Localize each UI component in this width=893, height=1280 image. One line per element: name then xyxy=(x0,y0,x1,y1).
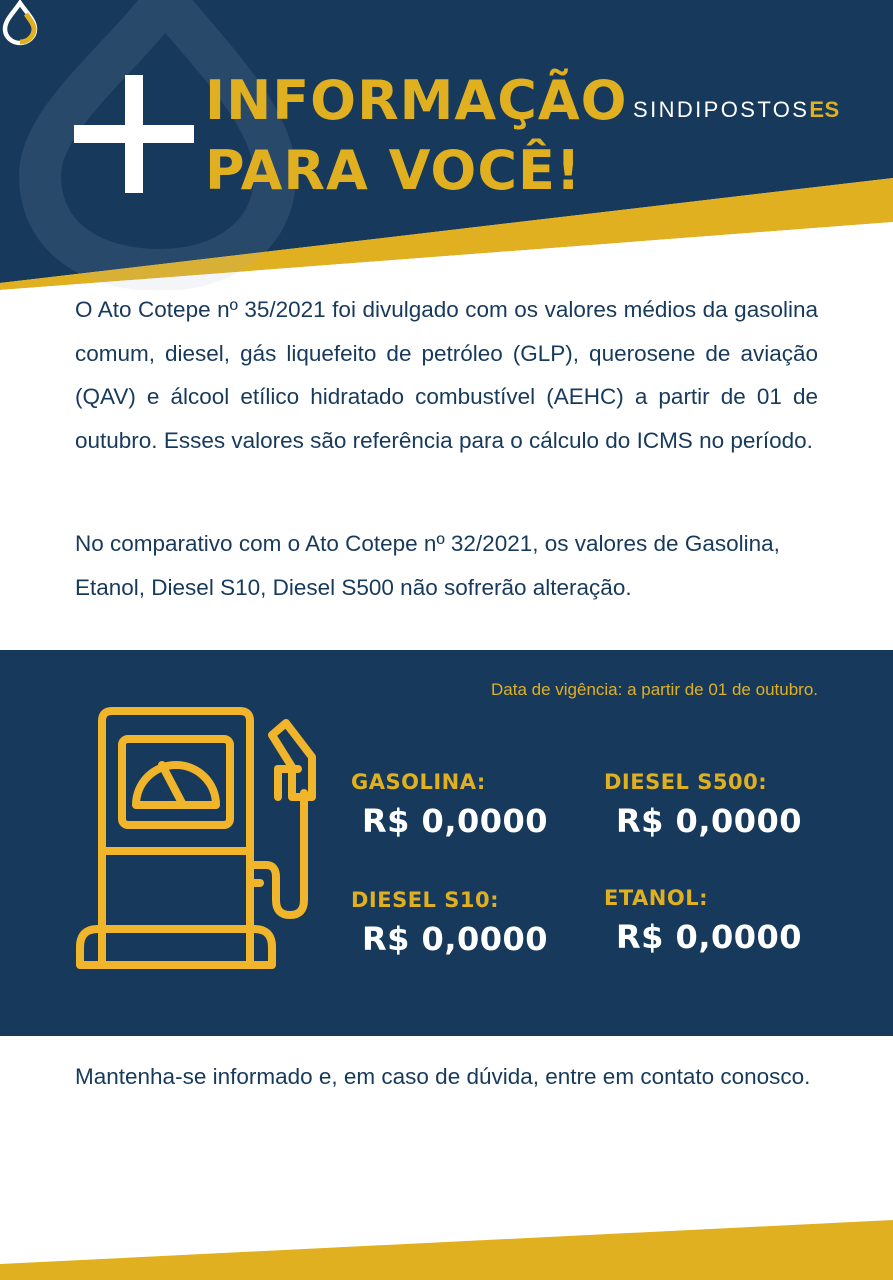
footer-contact-text: Mantenha-se informado e, em caso de dúvida, entre em contato conosco. xyxy=(75,1064,811,1089)
headline-line-1: INFORMAÇÃO xyxy=(205,69,628,132)
logo-text xyxy=(633,97,840,123)
diesel-s500-label: DIESEL S500: xyxy=(604,770,768,794)
droplet-logo-icon xyxy=(0,0,40,46)
logo-main: SINDIPOSTOS xyxy=(633,97,810,122)
paragraph-ato-cotepe-35: O Ato Cotepe nº 35/2021 foi divulgado com os valores médios da gasolina comum, diesel, gás liquefeito de petróleo (GLP), querosene de aviação (QAV) e álcool etílico hidratado combustível (AEHC) a partir de 01 de outubro. Esses valores são referência para o cálculo do ICMS no período. xyxy=(75,297,818,453)
etanol-label: ETANOL: xyxy=(604,886,708,910)
plus-icon-vertical xyxy=(125,75,143,193)
logo-suffix: ES xyxy=(809,97,840,122)
diesel-s10-price: R$ 0,0000 xyxy=(362,920,549,958)
gasolina-price: R$ 0,0000 xyxy=(362,802,549,840)
diesel-s500-price: R$ 0,0000 xyxy=(616,802,803,840)
bottom-gold-band xyxy=(0,1200,893,1280)
header-banner xyxy=(0,0,893,290)
paragraph-comparativo: No comparativo com o Ato Cotepe nº 32/2021, os valores de Gasolina, Etanol, Diesel S10, Diesel S500 não sofrerão alteração. xyxy=(75,531,780,600)
vigencia-date: Data de vigência: a partir de 01 de outubro. xyxy=(491,680,818,699)
headline xyxy=(205,66,628,206)
headline-line-2: PARA VOCÊ! xyxy=(205,139,582,202)
gasolina-label: GASOLINA: xyxy=(351,770,486,794)
diesel-s10-label: DIESEL S10: xyxy=(351,888,499,912)
fuel-pump-icon xyxy=(70,705,320,975)
etanol-price: R$ 0,0000 xyxy=(616,918,803,956)
price-panel xyxy=(0,650,893,1036)
